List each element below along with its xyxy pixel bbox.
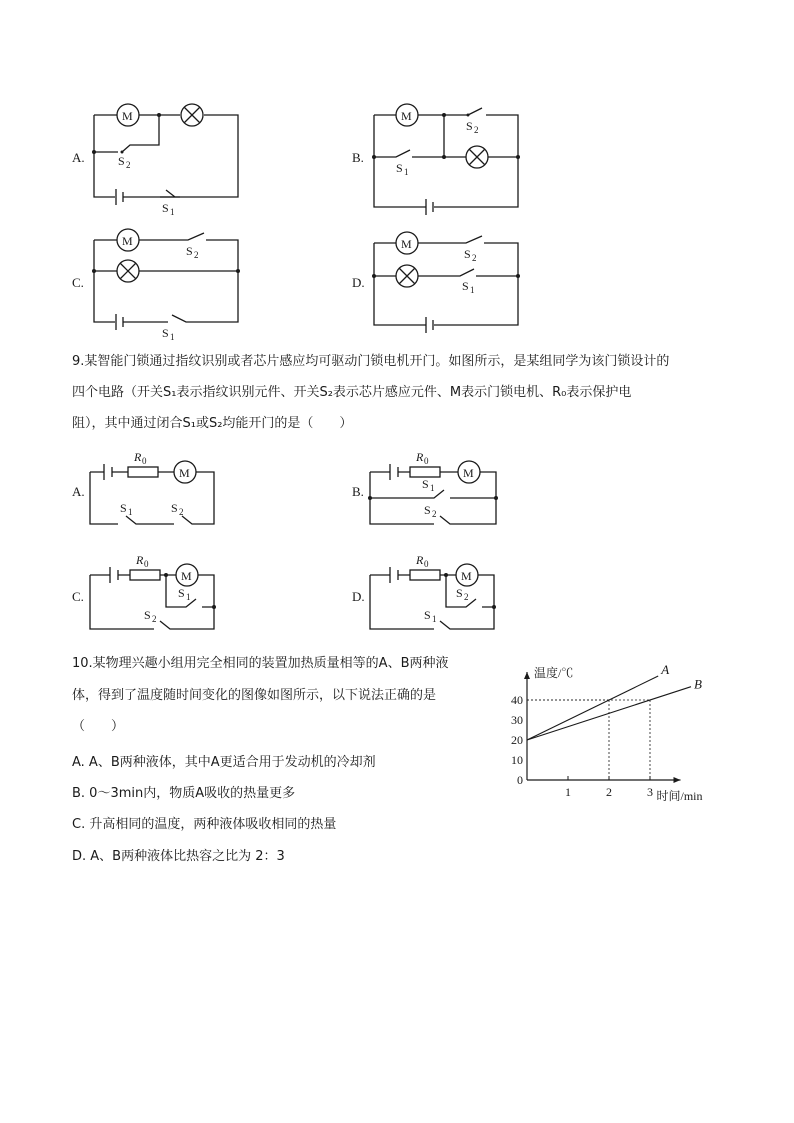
svg-text:2: 2 <box>474 125 479 135</box>
y-tick-label: 0 <box>517 773 523 787</box>
svg-text:S: S <box>424 503 431 517</box>
series-line-a <box>527 676 658 740</box>
q9-circuit-a <box>70 450 230 532</box>
option-label-b: B. <box>352 150 364 165</box>
svg-text:1: 1 <box>470 285 475 295</box>
y-axis-arrow-icon <box>524 672 530 679</box>
svg-text:2: 2 <box>472 253 477 263</box>
svg-text:1: 1 <box>170 207 175 217</box>
svg-text:S: S <box>162 201 169 215</box>
x-axis-label: 时间/min <box>656 789 703 803</box>
svg-text:S: S <box>171 501 178 515</box>
svg-text:M: M <box>179 466 190 480</box>
x-tick-label: 3 <box>647 785 653 799</box>
svg-text:R: R <box>136 553 144 567</box>
svg-text:S: S <box>178 586 185 600</box>
svg-text:2: 2 <box>179 507 184 517</box>
q10-stem-line-3: （ ） <box>72 719 125 734</box>
q8-circuit-b <box>350 100 530 215</box>
svg-text:1: 1 <box>404 167 409 177</box>
option-label-a: A. <box>72 484 85 499</box>
q10-stem-line-1: 10.某物理兴趣小组用完全相同的装置加热质量相等的A、B两种液 <box>72 656 449 671</box>
option-label-d: D. <box>352 275 365 290</box>
option-label-d: D. <box>352 589 365 604</box>
svg-text:M: M <box>463 466 474 480</box>
q8-circuit-c <box>70 225 250 340</box>
svg-text:0: 0 <box>144 559 149 569</box>
svg-text:S: S <box>466 119 473 133</box>
q10-option-a[interactable]: A. A、B两种液体，其中A更适合用于发动机的冷却剂 <box>72 755 376 770</box>
svg-text:2: 2 <box>126 160 131 170</box>
svg-text:S: S <box>422 477 429 491</box>
x-tick-label: 1 <box>565 785 571 799</box>
svg-text:S: S <box>118 154 125 168</box>
series-label-a: A <box>661 662 670 677</box>
svg-text:0: 0 <box>424 559 429 569</box>
svg-text:S: S <box>462 279 469 293</box>
svg-text:S: S <box>120 501 127 515</box>
y-tick-label: 40 <box>511 693 523 707</box>
svg-text:S: S <box>186 244 193 258</box>
y-axis-label: 温度/℃ <box>534 666 574 680</box>
y-tick-label: 10 <box>511 753 523 767</box>
q10-stem-line-2: 体，得到了温度随时间变化的图像如图所示，以下说法正确的是 <box>72 688 437 703</box>
svg-text:2: 2 <box>194 250 199 260</box>
svg-text:1: 1 <box>186 592 191 602</box>
temperature-time-chart <box>500 650 730 810</box>
svg-text:S: S <box>456 586 463 600</box>
svg-text:M: M <box>461 569 472 583</box>
svg-text:S: S <box>162 326 169 340</box>
svg-text:2: 2 <box>432 509 437 519</box>
q8-circuit-a <box>70 100 250 215</box>
y-tick-label: 20 <box>511 733 523 747</box>
option-label-c: C. <box>72 589 84 604</box>
q8-circuit-d <box>350 230 530 340</box>
svg-text:M: M <box>401 237 412 251</box>
svg-text:0: 0 <box>424 456 429 466</box>
svg-text:S: S <box>464 247 471 261</box>
x-axis-arrow-icon <box>674 777 681 783</box>
q9-stem-line-2: 四个电路（开关S₁表示指纹识别元件、开关S₂表示芯片感应元件、M表示门锁电机、R₀表示保护电 <box>72 385 632 400</box>
svg-text:0: 0 <box>142 456 147 466</box>
y-tick-label: 30 <box>511 713 523 727</box>
svg-text:S: S <box>396 161 403 175</box>
svg-text:R: R <box>134 450 142 464</box>
svg-text:2: 2 <box>152 614 157 624</box>
x-tick-label: 2 <box>606 785 612 799</box>
option-label-c: C. <box>72 275 84 290</box>
q9-circuit-b <box>350 450 510 532</box>
svg-text:1: 1 <box>432 614 437 624</box>
svg-text:S: S <box>144 608 151 622</box>
svg-text:R: R <box>416 450 424 464</box>
q10-option-d[interactable]: D. A、B两种液体比热容之比为 2：3 <box>72 849 285 864</box>
svg-text:1: 1 <box>128 507 133 517</box>
svg-text:R: R <box>416 553 424 567</box>
q10-option-b[interactable]: B. 0～3min内，物质A吸收的热量更多 <box>72 786 296 801</box>
q9-stem-line-1: 9.某智能门锁通过指纹识别或者芯片感应均可驱动门锁电机开门。如图所示，是某组同学为该门锁设计的 <box>72 354 670 369</box>
svg-text:M: M <box>181 569 192 583</box>
q10-option-c[interactable]: C. 升高相同的温度，两种液体吸收相同的热量 <box>72 817 337 832</box>
q9-circuit-c <box>70 555 230 637</box>
svg-text:M: M <box>122 234 133 248</box>
q9-stem-line-3: 阻），其中通过闭合S₁或S₂均能开门的是（ ） <box>72 416 353 431</box>
option-label-a: A. <box>72 150 85 165</box>
series-label-b: B <box>694 676 702 692</box>
option-label-b: B. <box>352 484 364 499</box>
svg-text:1: 1 <box>170 332 175 342</box>
q9-circuit-d <box>350 555 510 637</box>
svg-text:2: 2 <box>464 592 469 602</box>
svg-text:S: S <box>424 608 431 622</box>
svg-text:M: M <box>401 109 412 123</box>
svg-text:1: 1 <box>430 483 435 493</box>
svg-text:M: M <box>122 109 133 123</box>
